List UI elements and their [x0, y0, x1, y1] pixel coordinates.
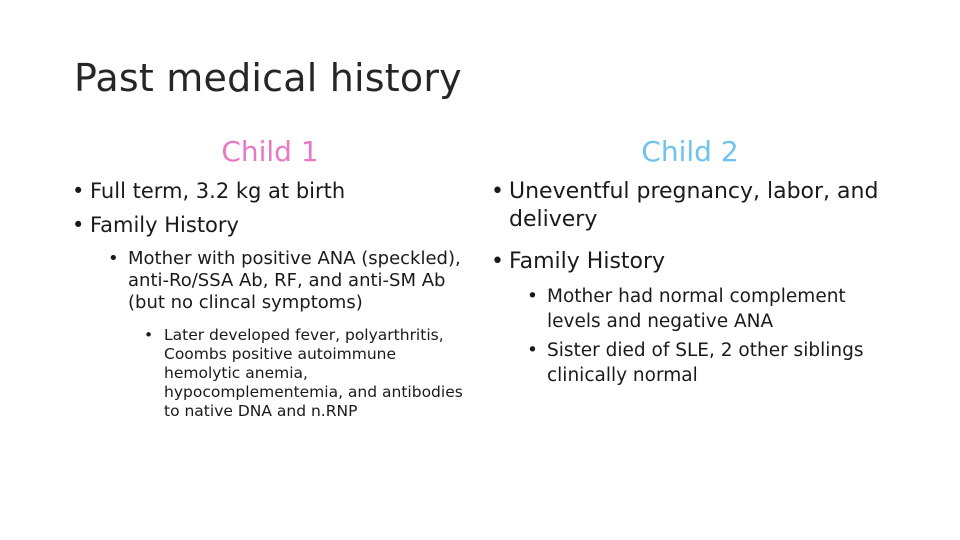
bullet-icon: •	[144, 326, 154, 344]
child2-item-mother	[491, 284, 901, 334]
child1-item-later-developed-text: Later developed fever, polyarthritis, Coombs positive autoimmune hemolytic anemia, hypocomplementemia, and antibodies to native DNA and n.RNP	[164, 326, 463, 420]
child2-item-mother-text: Mother had normal complement levels and negative ANA	[547, 286, 846, 332]
bullet-icon: •	[491, 249, 504, 274]
bullet-icon: •	[108, 248, 119, 269]
child1-heading: Child 1	[221, 135, 319, 168]
child2-item-sister-text: Sister died of SLE, 2 other siblings clinically normal	[547, 340, 864, 386]
child1-item-later-developed	[72, 326, 472, 421]
slide-title: Past medical history	[74, 56, 462, 100]
child2-column	[491, 178, 901, 388]
child1-item-mother-text: Mother with positive ANA (speckled), anti-Ro/SSA Ab, RF, and anti-SM Ab (but no clincal symptoms)	[128, 248, 461, 313]
child2-heading: Child 2	[641, 135, 739, 168]
child2-item-pregnancy	[491, 178, 901, 234]
bullet-icon: •	[527, 286, 538, 307]
child2-item-family-history	[491, 248, 901, 276]
child1-item-birth	[72, 178, 472, 204]
child1-item-family-history-text: Family History	[90, 213, 239, 237]
child1-item-family-history	[72, 212, 472, 238]
bullet-icon: •	[72, 179, 85, 203]
bullet-icon: •	[72, 213, 85, 237]
child1-item-mother	[72, 248, 472, 314]
child1-column	[72, 178, 472, 421]
bullet-icon: •	[491, 179, 504, 204]
child2-item-pregnancy-text: Uneventful pregnancy, labor, and delivery	[509, 179, 879, 232]
child2-item-sister	[491, 338, 901, 388]
bullet-icon: •	[527, 340, 538, 361]
child2-item-family-history-text: Family History	[509, 249, 666, 274]
child1-item-birth-text: Full term, 3.2 kg at birth	[90, 179, 346, 203]
